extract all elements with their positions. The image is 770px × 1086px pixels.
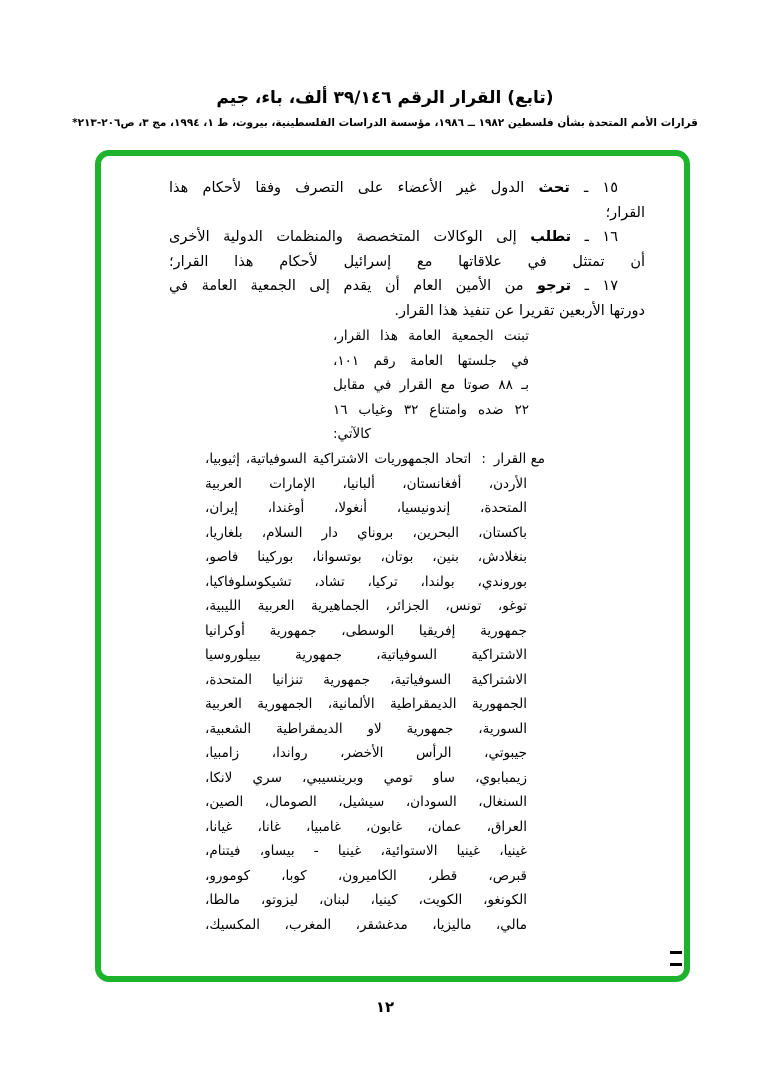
vote-list-line: مالي، ماليزيا، مدغشقر، المغرب، المكسيك، xyxy=(205,916,527,933)
resolution-paragraphs xyxy=(169,176,645,323)
vote-list-line: المتحدة، إندونيسيا، أنغولا، أوغندا، إيران، xyxy=(205,500,527,516)
paragraph-line xyxy=(169,201,645,226)
operative-verb: تحث xyxy=(538,180,570,196)
green-border-frame xyxy=(95,150,690,982)
vote-list-line: غينيا، غينيا الاستوائية، غينيا - بيساو، فيتنام، xyxy=(205,843,527,859)
paragraph-text: ١٦ ـ xyxy=(571,229,618,245)
vote-list-line: باكستان، البحرين، بروناي دار السلام، بلغاريا، xyxy=(205,524,527,541)
vote-list-line: قبرص، قطر، الكاميرون، كوبا، كومورو، xyxy=(205,867,527,884)
vote-list-line: السورية، جمهورية لاو الديمقراطية الشعبية، xyxy=(205,720,527,737)
operative-verb: تطلب xyxy=(530,229,572,245)
scan-equals-mark-icon xyxy=(670,951,682,966)
vote-result-line: بـ ٨٨ صوتا مع القرار في مقابل xyxy=(333,377,530,393)
vote-list-line: الاشتراكية السوفياتية، جمهورية بييلوروسيا xyxy=(205,647,527,663)
vote-list-line: اتحاد الجمهوريات الاشتراكية السوفياتية، إثيوبيا، xyxy=(205,451,472,467)
paragraph-text: إلى الوكالات المتخصصة والمنظمات الدولية الأخرى xyxy=(169,229,531,245)
vote-list-line: جمهورية إفريقيا الوسطى، جمهورية أوكرانيا xyxy=(205,622,527,639)
paragraph-text: ١٧ ـ xyxy=(571,278,618,294)
paragraph-line xyxy=(169,299,645,324)
vote-result-line: في جلستها العامة رقم ١٠١، xyxy=(333,352,529,369)
source-citation-line: قرارات الأمم المتحدة بشأن فلسطين ١٩٨٢ ــ ١٩٨٦، مؤسسة الدراسات الفلسطينية، بيروت، ط ١، ١٩٩٤، مج ٣، ص٢٠٦-٢١٣* xyxy=(72,117,698,129)
vote-list-first-row xyxy=(205,447,545,472)
vote-list-line: الأردن، أفغانستان، ألبانيا، الإمارات العربية xyxy=(205,475,527,492)
paragraph-text: القرار؛ xyxy=(605,204,645,221)
operative-verb: ترجو xyxy=(537,278,572,294)
vote-list-line: زيمبابوي، ساو تومي وبرينسيبي، سري لانكا، xyxy=(205,769,527,786)
vote-list-line: الكونغو، الكويت، كينيا، لبنان، ليزوتو، مالطا، xyxy=(205,892,527,908)
vote-result-line: كالآتي: xyxy=(333,426,371,442)
paragraph-text: دورتها الأربعين تقريرا عن تنفيذ هذا القرار. xyxy=(394,302,645,319)
vote-list-line: بنغلادش، بنين، بوتان، بوتسوانا، بوركينا فاصو، xyxy=(205,549,527,565)
vote-list-line: توغو، تونس، الجزائر، الجماهيرية العربية الليبية، xyxy=(205,598,527,614)
paragraph-line xyxy=(169,274,645,299)
paragraph-text: الدول غير الأعضاء على التصرف وفقا لأحكام هذا xyxy=(169,180,539,196)
vote-result-line: ٢٢ ضده وامتناع ٣٢ وغياب ١٦ xyxy=(333,401,529,418)
vote-list-line: بوروندي، بولندا، تركيا، تشاد، تشيكوسلوفاكيا، xyxy=(205,573,527,590)
vote-result-line: تبنت الجمعية العامة هذا القرار، xyxy=(333,328,529,344)
vote-list-line: جيبوتي، الرأس الأخضر، رواندا، زامبيا، xyxy=(205,745,527,761)
document-title: (تابع) القرار الرقم ٣٩/١٤٦ ألف، باء، جيم xyxy=(216,88,554,108)
paragraph-line xyxy=(169,176,645,201)
paragraph-line xyxy=(169,225,645,250)
vote-for-label: مع القرار xyxy=(493,451,545,467)
page-number: ١٢ xyxy=(375,998,395,1016)
vote-result-block xyxy=(333,324,529,447)
paragraph-text: ١٥ ـ xyxy=(569,180,618,196)
vote-for-colon: : xyxy=(481,451,486,467)
vote-list-line: العراق، عمان، غابون، غامبيا، غانا، غيانا، xyxy=(205,818,527,835)
vote-list-line: السنغال، السودان، سيشيل، الصومال، الصين، xyxy=(205,794,527,810)
voting-countries-list xyxy=(205,447,545,937)
paragraph-line xyxy=(169,250,645,275)
vote-list-line: الاشتراكية السوفياتية، جمهورية تنزانيا المتحدة، xyxy=(205,671,527,688)
paragraph-text: من الأمين العام أن يقدم إلى الجمعية العامة في xyxy=(169,278,538,294)
vote-list-line: الجمهورية الديمقراطية الألمانية، الجمهورية العربية xyxy=(205,696,527,712)
paragraph-text: أن تمتثل في علاقاتها مع إسرائيل لأحكام هذا القرار؛ xyxy=(169,253,645,270)
